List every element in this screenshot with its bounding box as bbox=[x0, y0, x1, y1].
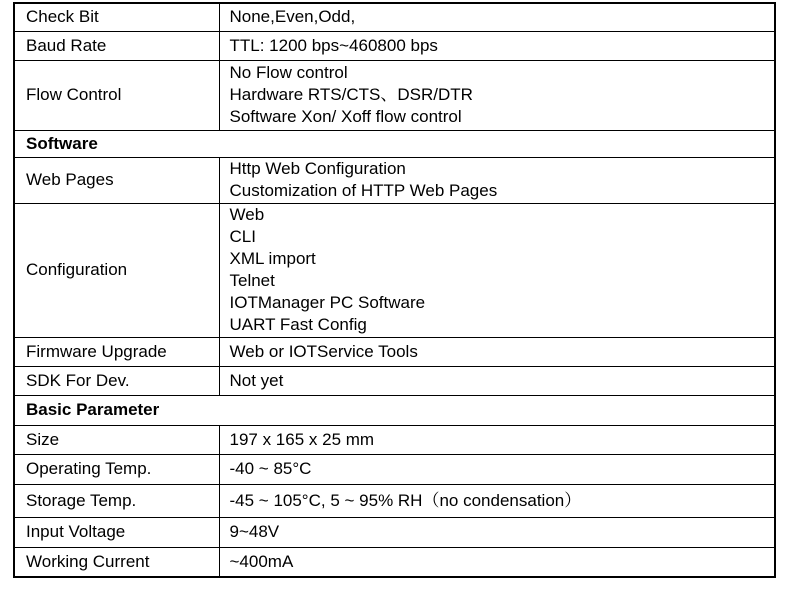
table-row bbox=[14, 425, 775, 454]
row-value bbox=[219, 157, 775, 203]
row-value bbox=[219, 203, 775, 337]
value-line: Customization of HTTP Web Pages bbox=[229, 181, 498, 200]
value-line: XML import bbox=[229, 249, 316, 268]
row-value bbox=[219, 337, 775, 366]
value-line: Not yet bbox=[229, 370, 284, 390]
row-value bbox=[219, 454, 775, 484]
row-value bbox=[219, 31, 775, 60]
section-row bbox=[14, 130, 775, 157]
value-line: No Flow control bbox=[229, 63, 348, 82]
row-value bbox=[219, 517, 775, 547]
table-row bbox=[14, 203, 775, 337]
value-line: UART Fast Config bbox=[229, 315, 367, 334]
row-label: Storage Temp. bbox=[14, 484, 219, 517]
row-label: Operating Temp. bbox=[14, 454, 219, 484]
row-label: Configuration bbox=[14, 203, 219, 337]
row-label: Size bbox=[14, 425, 219, 454]
row-label: Web Pages bbox=[14, 157, 219, 203]
row-value bbox=[219, 60, 775, 130]
table-row bbox=[14, 3, 775, 31]
row-label: Working Current bbox=[14, 547, 219, 577]
value-line: IOTManager PC Software bbox=[229, 293, 426, 312]
section-row bbox=[14, 395, 775, 425]
value-line: Web bbox=[229, 205, 265, 224]
row-value bbox=[219, 547, 775, 577]
table-row bbox=[14, 337, 775, 366]
value-line: 197 x 165 x 25 mm bbox=[229, 429, 375, 449]
value-line: TTL: 1200 bps~460800 bps bbox=[229, 35, 438, 55]
table-row bbox=[14, 366, 775, 395]
table-row bbox=[14, 484, 775, 517]
value-line: -40 ~ 85°C bbox=[229, 459, 312, 478]
row-label: Check Bit bbox=[14, 3, 219, 31]
table-row bbox=[14, 60, 775, 130]
spec-table-body bbox=[14, 3, 775, 577]
row-label: Baud Rate bbox=[14, 31, 219, 60]
value-line: 9~48V bbox=[229, 522, 280, 541]
value-line: Hardware RTS/CTS、DSR/DTR bbox=[229, 85, 473, 104]
row-value bbox=[219, 484, 775, 517]
table-row bbox=[14, 454, 775, 484]
value-line: Web or IOTService Tools bbox=[229, 341, 418, 361]
row-label: Input Voltage bbox=[14, 517, 219, 547]
value-line: Http Web Configuration bbox=[229, 159, 406, 178]
section-title: Software bbox=[14, 130, 775, 157]
table-row bbox=[14, 517, 775, 547]
section-title: Basic Parameter bbox=[14, 395, 775, 425]
row-label: Flow Control bbox=[14, 60, 219, 130]
value-line: Telnet bbox=[229, 271, 275, 290]
row-value bbox=[219, 3, 775, 31]
value-line: Software Xon/ Xoff flow control bbox=[229, 107, 462, 126]
table-row bbox=[14, 547, 775, 577]
row-value bbox=[219, 366, 775, 395]
value-line: CLI bbox=[229, 227, 256, 246]
row-value bbox=[219, 425, 775, 454]
value-line: None,Even,Odd, bbox=[229, 7, 356, 27]
spec-table bbox=[13, 2, 776, 578]
value-line: ~400mA bbox=[229, 551, 294, 571]
row-label: SDK For Dev. bbox=[14, 366, 219, 395]
row-label: Firmware Upgrade bbox=[14, 337, 219, 366]
table-row bbox=[14, 31, 775, 60]
table-row bbox=[14, 157, 775, 203]
value-line: -45 ~ 105°C, 5 ~ 95% RH（no condensation） bbox=[229, 490, 582, 510]
